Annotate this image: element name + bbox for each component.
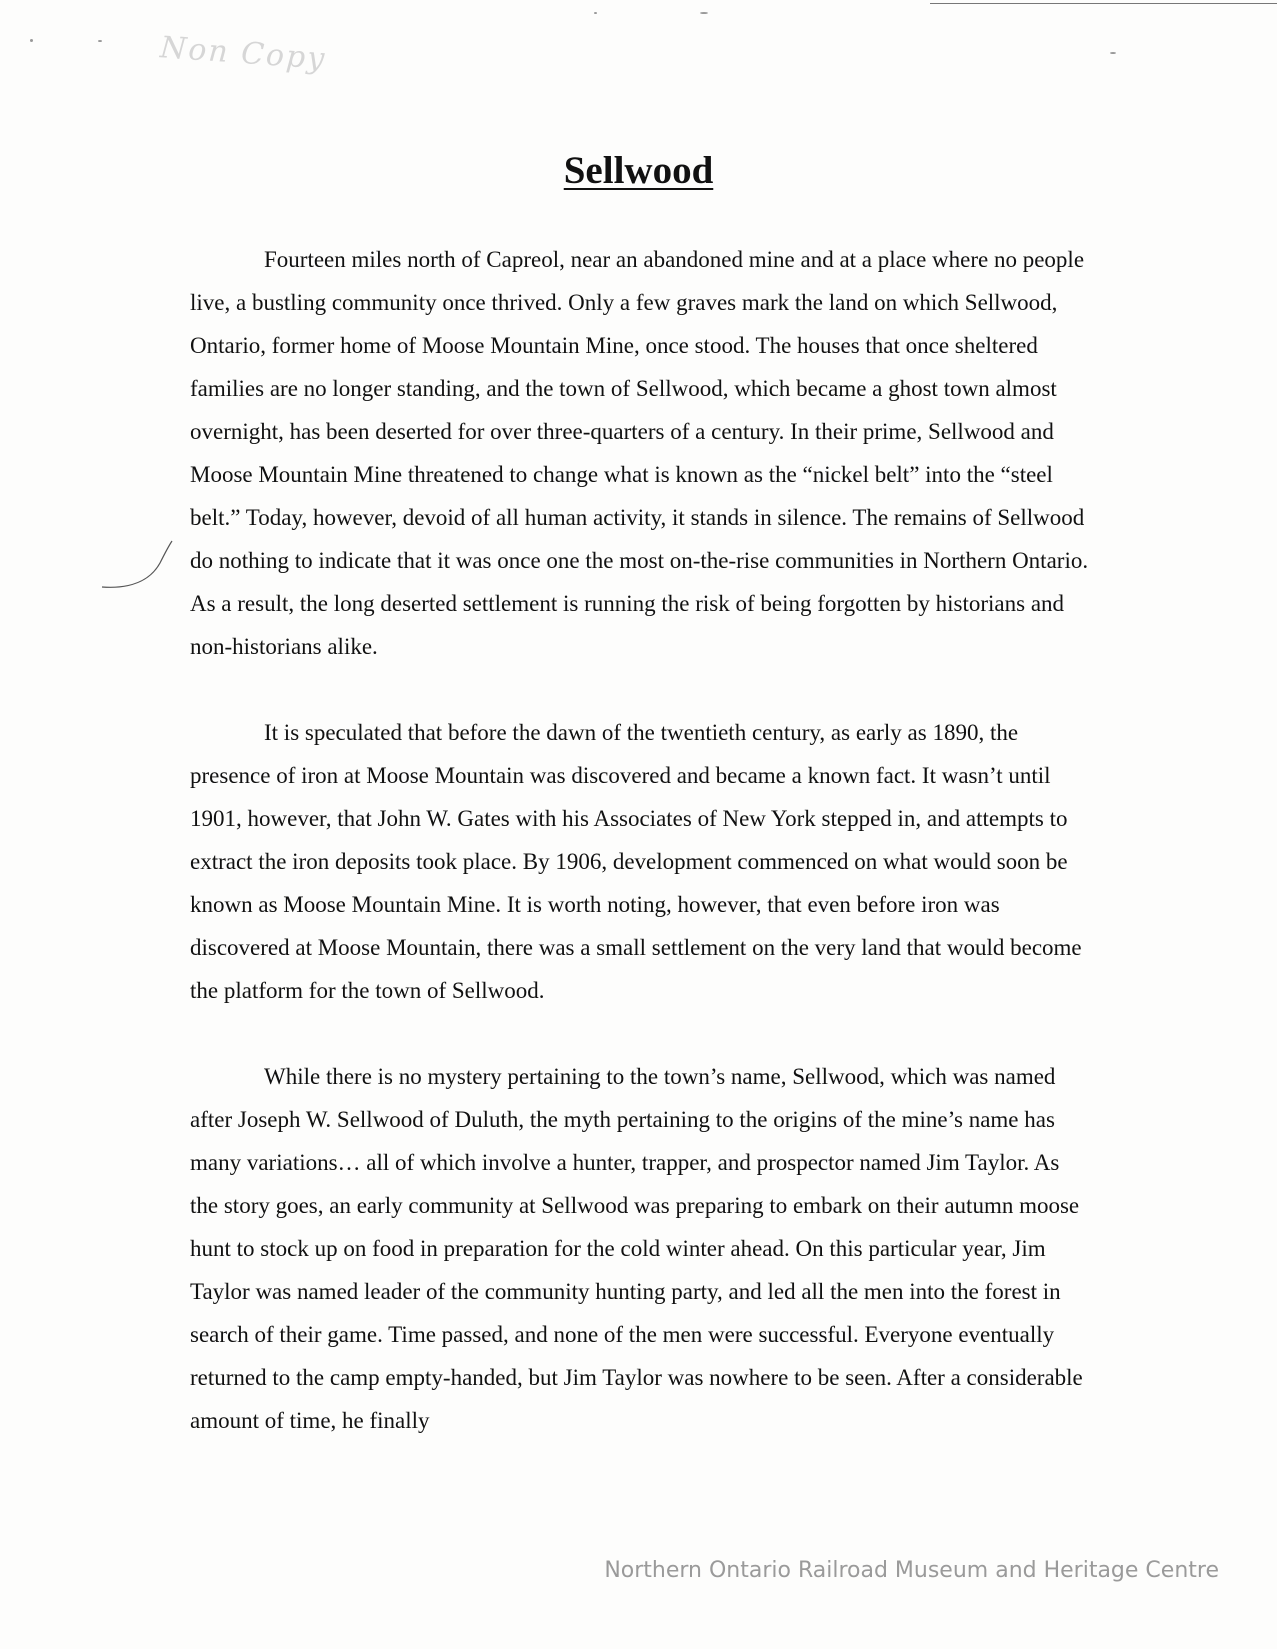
scan-speck	[30, 39, 33, 42]
scan-speck	[1110, 52, 1116, 54]
scan-speck	[594, 12, 597, 14]
museum-watermark: Northern Ontario Railroad Museum and Heritage Centre	[604, 1558, 1219, 1583]
margin-pen-mark	[100, 535, 180, 595]
paragraph: While there is no mystery pertaining to the town’s name, Sellwood, which was named after Joseph W. Sellwood of Duluth, the myth pertaining to the origins of the mine’s name has many variations… all of which involve a hunter, trapper, and prospector named Jim Taylor. As the story goes, an early community at Sellwood was preparing to embark on their autumn moose hunt to stock up on food in preparation for the cold winter ahead. On this particular year, Jim Taylor was named leader of the community hunting party, and led all the men into the forest in search of their game. Time passed, and none of the men were successful. Everyone eventually returned to the camp empty-handed, but Jim Taylor was nowhere to be seen. After a considerable amount of time, he finally	[190, 1064, 1083, 1433]
paragraph: Fourteen miles north of Capreol, near an abandoned mine and at a place where no people live, a bustling community once thrived. Only a few graves mark the land on which Sellwood, Ontario, former home of Moose Mountain Mine, once stood. The houses that once sheltered families are no longer standing, and the town of Sellwood, which became a ghost town almost overnight, has been deserted for over three-quarters of a century. In their prime, Sellwood and Moose Mountain Mine threatened to change what is known as the “nickel belt” into the “steel belt.” Today, however, devoid of all human activity, it stands in silence. The remains of Sellwood do nothing to indicate that it was once one the most on-the-rise communities in Northern Ontario. As a result, the long deserted settlement is running the risk of being forgotten by historians and non-historians alike.	[190, 247, 1089, 659]
scan-speck	[700, 12, 708, 14]
document-body	[190, 238, 1090, 1485]
handwritten-note: Non Copy	[158, 30, 328, 77]
paragraph: It is speculated that before the dawn of the twentieth century, as early as 1890, the presence of iron at Moose Mountain was discovered and became a known fact. It wasn’t until 1901, however, that John W. Gates with his Associates of New York stepped in, and attempts to extract the iron deposits took place. By 1906, development commenced on what would soon be known as Moose Mountain Mine. It is worth noting, however, that even before iron was discovered at Moose Mountain, there was a small settlement on the very land that would become the platform for the town of Sellwood.	[190, 720, 1082, 1003]
scan-edge-line	[930, 3, 1277, 4]
document-title: Sellwood	[563, 149, 714, 192]
scan-speck	[98, 40, 102, 42]
